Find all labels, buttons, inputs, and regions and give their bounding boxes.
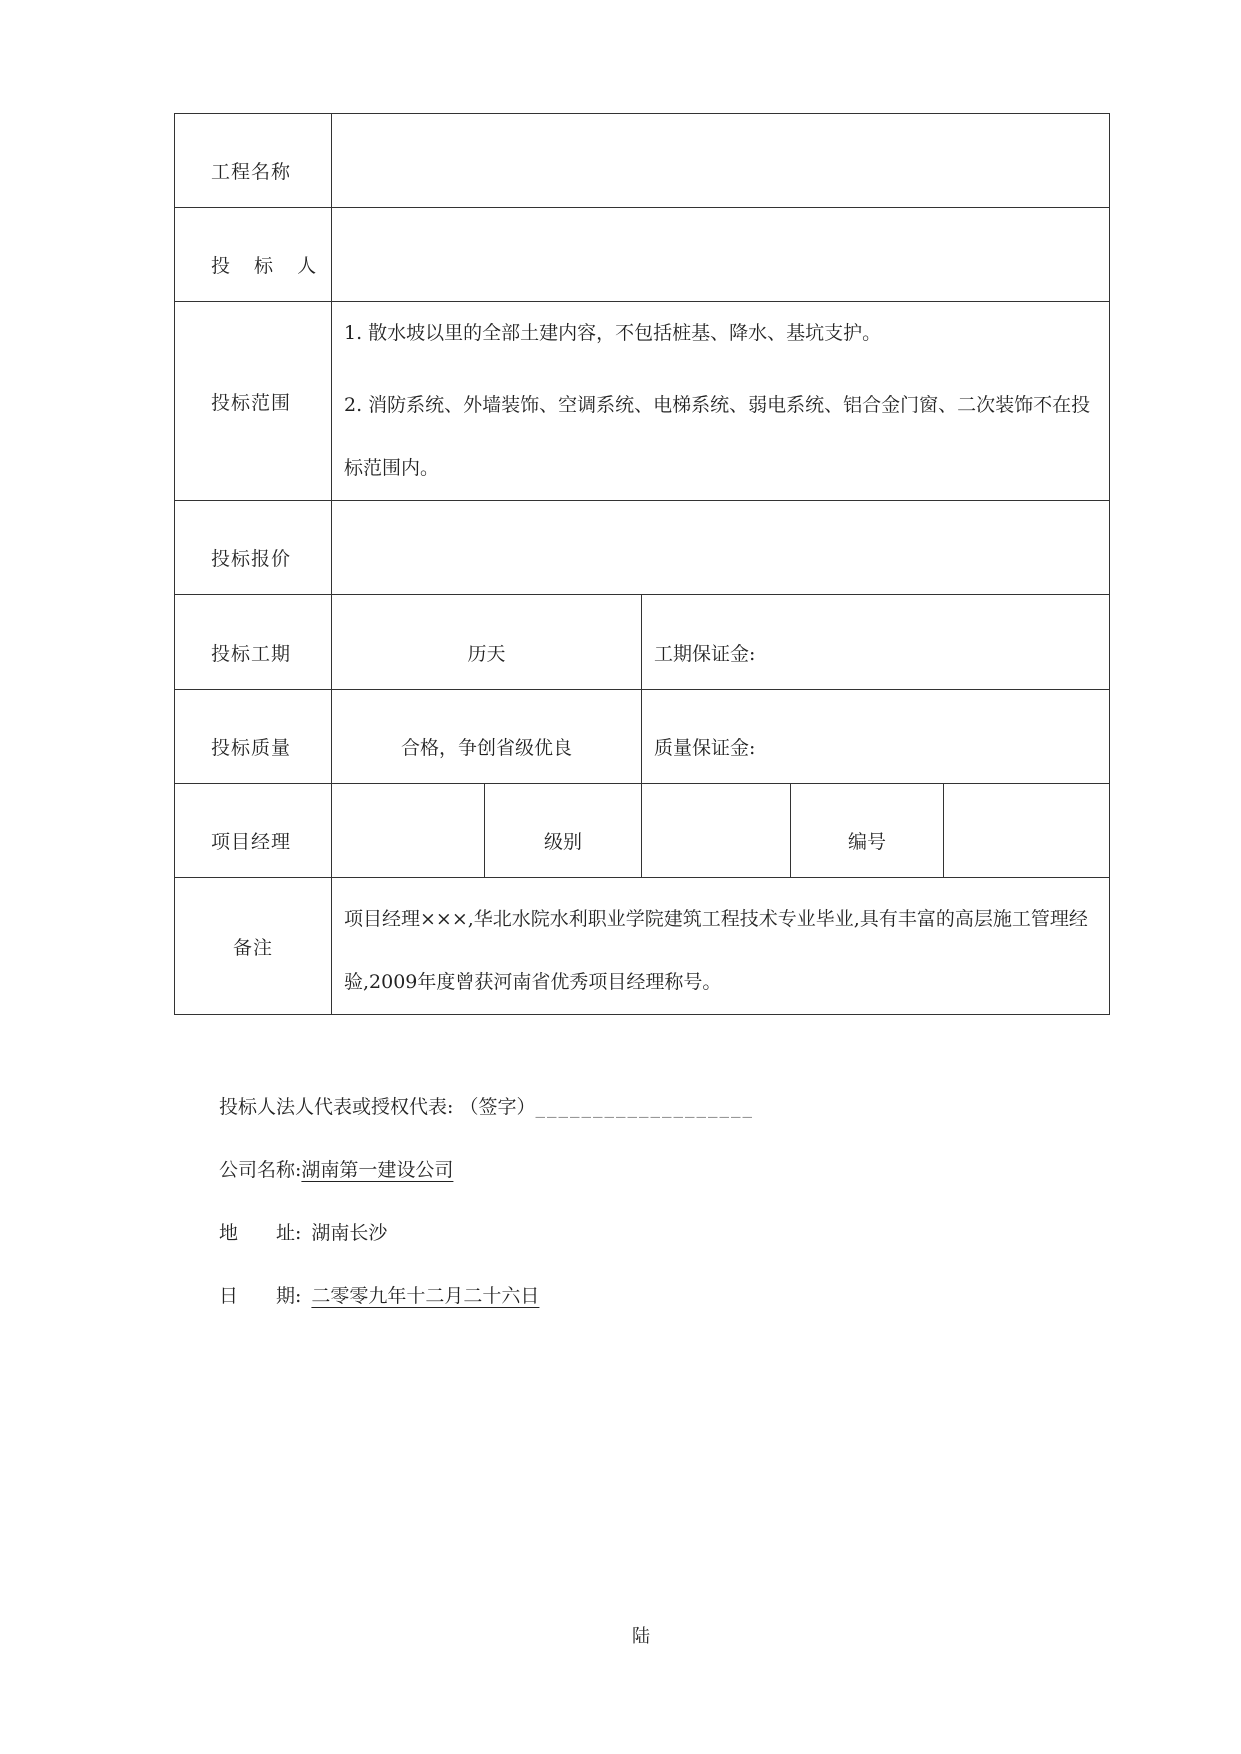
scope-label: 投标范围 [175,302,332,501]
bidder-value [332,208,1110,302]
level-label: 级别 [485,784,642,878]
row-scope [175,302,1110,501]
address-value: 湖南长沙 [311,1222,388,1244]
project-name-value [332,114,1110,208]
scope-line-1: 1. 散水坡以里的全部土建内容，不包括桩基、降水、基坑支护。 [344,322,882,344]
date-value: 二零零九年十二月二十六日 [311,1285,540,1307]
period-label: 投标工期 [175,595,332,690]
address-label: 地 址: [219,1222,302,1244]
row-remarks [175,878,1110,1015]
price-value [332,501,1110,595]
bidder-label: 投 标 人 [175,208,332,302]
company-line [219,1155,453,1182]
number-label: 编号 [791,784,944,878]
address-line [219,1218,387,1245]
representative-signature-line [219,1092,754,1119]
date-line [219,1281,539,1308]
remarks-text: 项目经理×××,华北水院水利职业学院建筑工程技术专业毕业,具有丰富的高层施工管理经验,2009年度曾获河南省优秀项目经理称号。 [332,878,1110,1015]
project-name-label: 工程名称 [175,114,332,208]
number-value [944,784,1110,878]
row-period [175,595,1110,690]
company-value: 湖南第一建设公司 [301,1159,454,1181]
price-label: 投标报价 [175,501,332,595]
row-project-name [175,114,1110,208]
period-value: 历天 [332,595,642,690]
quality-value: 合格，争创省级优良 [332,690,642,784]
row-bidder [175,208,1110,302]
bid-summary-table [174,113,1110,1015]
period-deposit-label: 工期保证金: [642,595,1110,690]
row-manager [175,784,1110,878]
signature-blank: ___________________ [535,1096,754,1118]
date-label: 日 期: [219,1285,302,1307]
quality-label: 投标质量 [175,690,332,784]
scope-text [332,302,1110,501]
company-label: 公司名称: [219,1159,302,1181]
row-quality [175,690,1110,784]
remarks-label: 备注 [175,878,332,1015]
level-value [642,784,791,878]
page-number: 陆 [632,1626,650,1647]
manager-label: 项目经理 [175,784,332,878]
quality-deposit-label: 质量保证金: [642,690,1110,784]
representative-label: 投标人法人代表或授权代表: （签字） [219,1096,536,1118]
scope-line-2: 2. 消防系统、外墙装饰、空调系统、电梯系统、弱电系统、铝合金门窗、二次装饰不在投标范围内。 [344,394,1091,479]
row-price [175,501,1110,595]
manager-value [332,784,485,878]
